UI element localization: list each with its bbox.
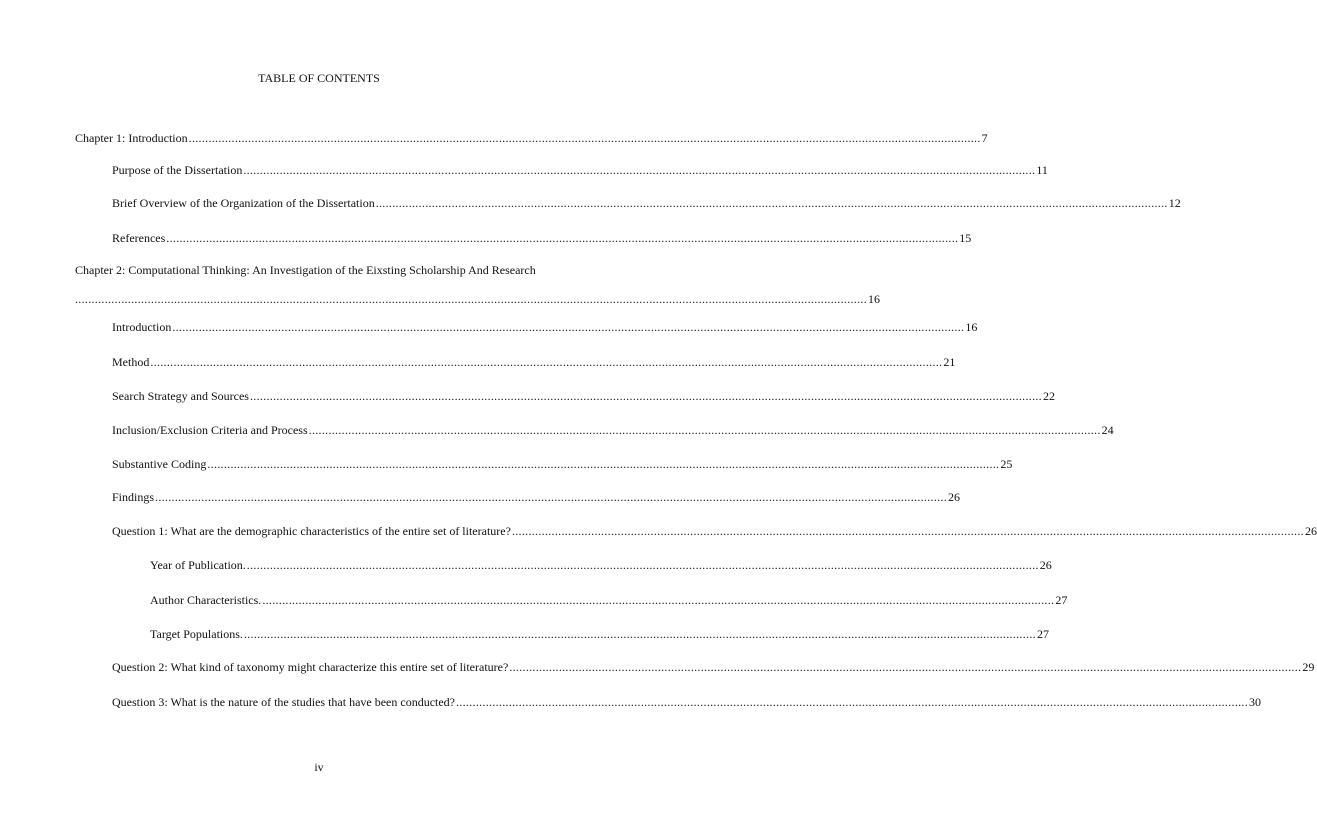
toc-entry-page: 24	[1101, 423, 1114, 437]
toc-entry-page: 26	[1039, 558, 1052, 572]
dot-leader: ................................................................................................................................................................................................................................................	[150, 355, 943, 369]
toc-entry-label: Brief Overview of the Organization of the Dissertation	[112, 196, 375, 210]
toc-entry-question-3[interactable]	[112, 694, 1262, 710]
page-title: TABLE OF CONTENTS	[258, 71, 380, 85]
dot-leader: ................................................................................................................................................................................................................................................	[249, 389, 1042, 403]
toc-entry-label: Chapter 1: Introduction	[75, 131, 188, 145]
toc-entry-page: 30	[1249, 695, 1262, 709]
toc-entry-references[interactable]	[112, 230, 972, 246]
toc-entry-label: Purpose of the Dissertation	[112, 163, 243, 177]
toc-entry-page: 22	[1042, 389, 1055, 403]
toc-entry-year-of-publication[interactable]	[150, 557, 1052, 573]
dot-leader: ................................................................................................................................................................................................................................................	[207, 457, 1000, 471]
toc-entry-page: 29	[1302, 660, 1315, 674]
dot-leader: ................................................................................................................................................................................................................................................	[243, 627, 1036, 641]
dot-leader: ................................................................................................................................................................................................................................................	[456, 695, 1249, 709]
toc-entry-purpose[interactable]	[112, 162, 1048, 178]
toc-entry-page: 12	[1168, 196, 1181, 210]
toc-entry-label: Introduction	[112, 320, 172, 334]
dot-leader: ................................................................................................................................................................................................................................................	[509, 660, 1302, 674]
toc-entry-question-2[interactable]	[112, 659, 1315, 675]
toc-entry-page: 16	[965, 320, 978, 334]
toc-entry-author-characteristics[interactable]	[150, 592, 1068, 608]
dot-leader: ................................................................................................................................................................................................................................................	[375, 196, 1168, 210]
dot-leader: ................................................................................................................................................................................................................................................	[155, 490, 948, 504]
dot-leader: ................................................................................................................................................................................................................................................	[246, 558, 1039, 572]
toc-entry-label: Method	[112, 355, 150, 369]
toc-entry-page: 27	[1055, 593, 1068, 607]
toc-entry-label: Question 1: What are the demographic characteristics of the entire set of literature?	[112, 524, 511, 538]
toc-entry-page: 7	[981, 131, 988, 145]
toc-entry-label: Question 3: What is the nature of the studies that have been conducted?	[112, 695, 456, 709]
dot-leader: ................................................................................................................................................................................................................................................	[188, 131, 981, 145]
toc-entry-page: 26	[1304, 524, 1317, 538]
dot-leader: ................................................................................................................................................................................................................................................	[166, 231, 959, 245]
toc-entry-label: References	[112, 231, 166, 245]
toc-entry-label: Target Populations.	[150, 627, 243, 641]
toc-entry-brief-overview[interactable]	[112, 195, 1181, 211]
toc-entry-page: 27	[1036, 627, 1049, 641]
toc-entry-inclusion-exclusion[interactable]	[112, 422, 1114, 438]
dot-leader: ................................................................................................................................................................................................................................................	[262, 593, 1055, 607]
toc-entry-label: Findings	[112, 490, 155, 504]
toc-entry-page: 16	[868, 292, 880, 306]
page-number: iv	[314, 760, 324, 774]
toc-entry-label: Year of Publication.	[150, 558, 246, 572]
dot-leader: ................................................................................................................................................................................................................................................	[511, 524, 1304, 538]
dot-leader: ................................................................................................................................................................................................................................................	[243, 163, 1036, 177]
toc-entry-page: 11	[1036, 163, 1048, 177]
dot-leader: ................................................................................................................................................................................................................................................	[308, 423, 1101, 437]
toc-entry-page: 25	[1000, 457, 1013, 471]
toc-entry-method[interactable]	[112, 354, 956, 370]
toc-entry-chapter-2[interactable]	[75, 291, 880, 307]
toc-entry-chapter-2-label[interactable]: Chapter 2: Computational Thinking: An Investigation of the Eixsting Scholarship And Research	[75, 263, 536, 277]
dot-leader: ................................................................................................................................................................................................................................................	[75, 292, 867, 306]
toc-entry-introduction[interactable]	[112, 319, 978, 335]
toc-entry-label: Inclusion/Exclusion Criteria and Process	[112, 423, 308, 437]
toc-entry-search-strategy[interactable]	[112, 388, 1055, 404]
toc-entry-target-populations[interactable]	[150, 626, 1049, 642]
toc-entry-label: Search Strategy and Sources	[112, 389, 249, 403]
toc-entry-chapter-1[interactable]	[75, 130, 988, 146]
toc-entry-question-1[interactable]	[112, 523, 1317, 539]
toc-entry-label: Question 2: What kind of taxonomy might characterize this entire set of literature?	[112, 660, 509, 674]
toc-entry-page: 15	[959, 231, 972, 245]
toc-entry-label: Author Characteristics.	[150, 593, 262, 607]
dot-leader: ................................................................................................................................................................................................................................................	[172, 320, 965, 334]
toc-entry-substantive-coding[interactable]	[112, 456, 1013, 472]
toc-entry-label: Substantive Coding	[112, 457, 207, 471]
toc-entry-page: 26	[948, 490, 961, 504]
toc-entry-page: 21	[943, 355, 956, 369]
toc-entry-findings[interactable]	[112, 489, 961, 505]
